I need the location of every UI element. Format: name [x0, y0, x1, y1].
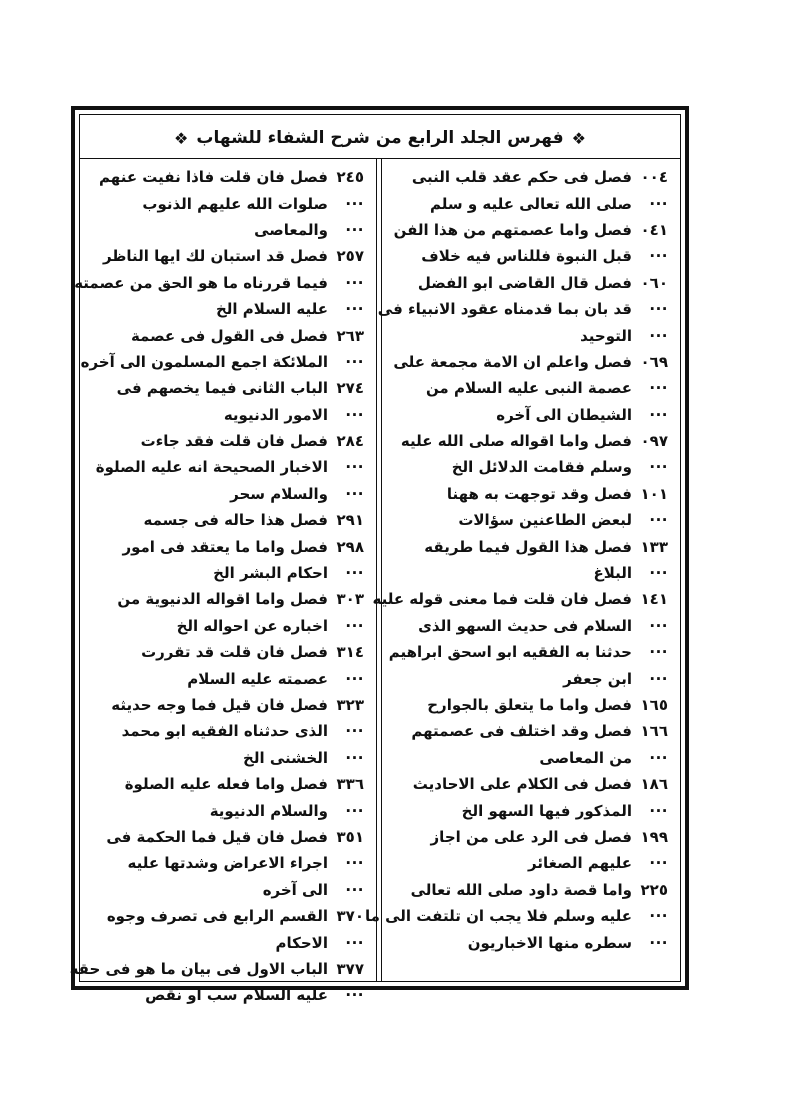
index-entry	[398, 270, 668, 296]
page-number: ···	[649, 458, 668, 477]
index-entry	[398, 322, 668, 348]
ornament-icon: ❖	[571, 128, 586, 148]
index-entry	[94, 507, 364, 533]
page-number: ٢٩٨	[336, 537, 364, 556]
page-number: ٢٩١	[336, 511, 364, 530]
entry-title: فصل وقد اختلف فى عصمتهم	[411, 722, 632, 741]
entry-title: فصل فان قلت قد تقررت	[141, 643, 328, 662]
column-divider-left	[376, 158, 377, 982]
index-entry	[94, 850, 364, 876]
entry-title: فصل واما اقواله الدنيوية من	[117, 590, 328, 609]
page-number: ٣٠٣	[336, 590, 364, 609]
entry-title: فصل فان قلت فاذا نفيت عنهم	[99, 168, 328, 187]
index-entry	[94, 164, 364, 190]
index-entry	[398, 745, 668, 771]
entry-title: صلوات الله عليهم الذنوب	[142, 194, 328, 213]
page-number: ···	[345, 300, 364, 319]
entry-title: فصل فان قلت فقد جاءت	[140, 432, 328, 451]
index-entry	[377, 296, 668, 322]
entry-title: فصل فان قيل فما وجه حديثه	[111, 696, 328, 714]
page-number: ٣٣٦	[336, 775, 364, 794]
page-number: ٠٩٧	[640, 432, 668, 451]
entry-title: فصل قال القاضى ابو الفضل	[417, 273, 632, 292]
index-entry	[94, 771, 364, 797]
entry-title: احكام البشر الخ	[213, 564, 328, 583]
entry-title: اخباره عن احواله الخ	[176, 616, 328, 635]
index-entry	[94, 586, 364, 612]
index-entry	[94, 481, 364, 507]
page-number: ٣١٤	[336, 643, 364, 662]
page-number: ···	[649, 616, 668, 635]
page-number: ···	[649, 907, 668, 926]
entry-title: الامور الدنيويه	[223, 405, 328, 424]
index-entry	[398, 507, 668, 533]
page-number: ···	[649, 379, 668, 398]
index-entry	[94, 243, 364, 269]
entry-title: عصمته عليه السلام	[187, 669, 328, 688]
index-entry	[398, 771, 668, 797]
page-number: ···	[649, 194, 668, 213]
page-number: ···	[649, 300, 668, 319]
index-entry	[94, 428, 364, 454]
entry-title: البلاغ	[593, 564, 632, 583]
page-number: ٠٤١	[640, 220, 668, 239]
entry-title: فصل واما فعله عليه الصلوة	[124, 775, 328, 794]
index-entry	[94, 375, 364, 401]
page-number: ···	[649, 247, 668, 266]
page-number: ٣٧٠	[336, 907, 364, 926]
entry-title: عليهم الصغائر	[528, 854, 632, 873]
entry-title: فصل فى القول فى عصمة	[130, 326, 328, 345]
page-number: ١٦٦	[640, 722, 668, 741]
index-title	[79, 118, 681, 158]
page-number: ١٠١	[640, 484, 668, 503]
page-number: ···	[649, 801, 668, 820]
entry-title: فيما قررناه ما هو الحق من عصمته	[74, 273, 328, 292]
page-number: ٠٠٤	[640, 168, 668, 187]
page-number: ١٩٩	[640, 827, 668, 846]
page-number: ٣٥١	[336, 827, 364, 846]
index-entry	[94, 877, 364, 903]
page-number: ٠٦٠	[640, 273, 668, 292]
column-divider-right	[381, 158, 382, 982]
page-number: ···	[345, 933, 364, 952]
index-column-right	[364, 164, 668, 956]
page-number: ···	[345, 405, 364, 424]
page-number: ···	[649, 405, 668, 424]
page-number: ٢٤٥	[336, 168, 364, 187]
page-number: ···	[345, 722, 364, 741]
index-entry	[398, 190, 668, 216]
entry-title: الاخبار الصحيحة انه عليه الصلوة	[95, 458, 328, 477]
entry-title: قبل النبوة فللناس فيه خلاف	[421, 247, 632, 266]
page-number: ···	[345, 352, 364, 371]
index-entry	[94, 929, 364, 955]
index-entry	[398, 665, 668, 691]
index-entry	[94, 903, 364, 929]
entry-title: الاحكام	[275, 933, 328, 952]
index-entry	[94, 613, 364, 639]
page-number: ٠٦٩	[640, 352, 668, 371]
page-number: ···	[649, 854, 668, 873]
entry-title: والسلام الدنيوية	[209, 801, 328, 820]
index-entry	[94, 745, 364, 771]
entry-title: عليه وسلم فلا يجب ان تلتفت الى ما	[364, 907, 632, 926]
entry-title: فصل فان قلت فما معنى قوله عليه	[372, 590, 632, 609]
index-entry	[94, 454, 364, 480]
entry-title: فصل هذا القول فيما طريقه	[424, 537, 632, 556]
index-entry	[74, 270, 364, 296]
index-entry	[94, 824, 364, 850]
index-entry	[398, 560, 668, 586]
page-number: ١٨٦	[640, 775, 668, 794]
index-entry	[94, 797, 364, 823]
page-number: ···	[649, 748, 668, 767]
page-number: ٢٦٣	[336, 326, 364, 345]
page-number: ···	[649, 511, 668, 530]
page-number: ···	[345, 220, 364, 239]
index-entry	[398, 243, 668, 269]
index-entry	[94, 296, 364, 322]
page-number: ١٤١	[640, 590, 668, 609]
page-number: ١٣٣	[640, 537, 668, 556]
page-number: ···	[345, 748, 364, 767]
page-number: ···	[345, 854, 364, 873]
entry-title: عليه السلام سب او نقص	[145, 986, 328, 1005]
index-title-text: فهرس الجلد الرابع من شرح الشفاء للشهاب	[196, 128, 564, 148]
page-number: ٢٢٥	[640, 880, 668, 899]
entry-title: السلام فى حديث السهو الذى	[418, 616, 632, 635]
index-entry	[398, 692, 668, 718]
page-number: ٢٨٤	[336, 432, 364, 451]
page-number: ٣٢٣	[336, 696, 364, 714]
entry-title: فصل واما عصمتهم من هذا الفن	[393, 220, 632, 239]
entry-title: حدثنا به الفقيه ابو اسحق ابراهيم	[388, 643, 632, 662]
entry-title: فصل قد استبان لك ايها الناظر	[102, 247, 328, 266]
entry-title: اجراء الاعراض وشدتها عليه	[127, 854, 328, 873]
page-number: ···	[649, 326, 668, 345]
entry-title: والسلام سحر	[230, 484, 328, 503]
index-entry	[398, 533, 668, 559]
index-entry	[94, 718, 364, 744]
page-number: ···	[649, 669, 668, 688]
entry-title: الملائكة اجمع المسلمون الى آخره	[80, 352, 328, 371]
entry-title: فصل واما ما يتعلق بالجوارح	[427, 696, 632, 714]
index-entry	[364, 903, 668, 929]
index-entry	[94, 665, 364, 691]
page-number: ···	[345, 458, 364, 477]
entry-title: من المعاصى	[539, 748, 632, 767]
entry-title: عليه السلام الخ	[215, 300, 328, 319]
index-entry	[69, 956, 364, 982]
entry-title: فصل واما ما يعتقد فى امور	[122, 537, 328, 556]
index-entry	[398, 481, 668, 507]
entry-title: الخشنى الخ	[243, 748, 328, 767]
index-entry	[398, 375, 668, 401]
entry-title: ابن جعفر	[563, 669, 632, 688]
entry-title: المذكور فيها السهو الخ	[461, 801, 632, 820]
entry-title: الباب الثانى فيما يخصهم فى	[116, 379, 328, 398]
entry-title: وسلم فقامت الدلائل الخ	[451, 458, 632, 477]
index-entry	[388, 639, 668, 665]
index-entry	[398, 850, 668, 876]
index-entry	[94, 217, 364, 243]
header-divider	[79, 158, 681, 159]
index-entry	[393, 349, 668, 375]
page-number: ···	[649, 933, 668, 952]
index-entry	[94, 322, 364, 348]
index-entry	[94, 190, 364, 216]
entry-title: والمعاصى	[254, 220, 328, 239]
index-entry	[398, 929, 668, 955]
entry-title: التوحيد	[580, 326, 632, 345]
index-entry	[94, 402, 364, 428]
page-number: ···	[345, 564, 364, 583]
entry-title: الشيطان الى آخره	[496, 405, 632, 424]
page-number: ٣٧٧	[336, 959, 364, 978]
index-entry	[94, 982, 364, 1008]
index-entry	[398, 718, 668, 744]
index-entry	[398, 797, 668, 823]
entry-title: فصل فى حكم عقد قلب النبى	[411, 168, 632, 187]
page-number: ···	[345, 669, 364, 688]
ornament-icon: ❖	[174, 128, 189, 148]
entry-title: لبعض الطاعنين سؤالات	[458, 511, 632, 530]
entry-title: القسم الرابع فى تصرف وجوه	[106, 907, 328, 926]
page-number: ···	[345, 986, 364, 1005]
index-entry	[372, 586, 668, 612]
index-entry	[398, 824, 668, 850]
index-entry	[94, 692, 364, 718]
page-number: ···	[649, 564, 668, 583]
entry-title: فصل وقد توجهت به ههنا	[446, 484, 632, 503]
index-entry	[398, 428, 668, 454]
index-entry	[94, 560, 364, 586]
index-entry	[80, 349, 364, 375]
entry-title: عصمة النبى عليه السلام من	[425, 379, 632, 398]
entry-title: قد بان بما قدمناه عقود الانبياء فى	[377, 300, 632, 319]
index-entry	[398, 402, 668, 428]
entry-title: فصل فان قيل فما الحكمة فى	[106, 827, 328, 846]
entry-title: واما قصة داود صلى الله تعالى	[410, 880, 632, 899]
page-number: ١٦٥	[640, 696, 668, 714]
entry-title: صلى الله تعالى عليه و سلم	[430, 194, 632, 213]
entry-title: الذى حدثناه الفقيه ابو محمد	[121, 722, 328, 741]
page-number: ٢٥٧	[336, 247, 364, 266]
page-number: ···	[345, 616, 364, 635]
page-number: ···	[345, 273, 364, 292]
page-number: ···	[345, 484, 364, 503]
index-entry	[94, 639, 364, 665]
entry-title: فصل واعلم ان الامة مجمعة على	[393, 352, 632, 371]
page-number: ٢٧٤	[336, 379, 364, 398]
index-entry	[94, 533, 364, 559]
index-column-left	[69, 164, 364, 1009]
entry-title: فصل فى الكلام على الاحاديث	[412, 775, 632, 794]
page-number: ···	[345, 880, 364, 899]
page-number: ···	[345, 194, 364, 213]
page-number: ···	[649, 643, 668, 662]
index-entry	[398, 613, 668, 639]
index-entry	[398, 454, 668, 480]
entry-title: فصل فى الرد على من اجاز	[430, 827, 632, 846]
page-number: ···	[345, 801, 364, 820]
entry-title: الباب الاول فى بيان ما هو فى حقه	[69, 959, 328, 978]
index-entry	[398, 164, 668, 190]
index-entry	[393, 217, 668, 243]
index-entry	[398, 877, 668, 903]
entry-title: فصل واما اقواله صلى الله عليه	[400, 432, 632, 451]
entry-title: فصل هذا حاله فى جسمه	[143, 511, 328, 530]
entry-title: سطره منها الاخباريون	[467, 933, 632, 952]
entry-title: الى آخره	[262, 880, 328, 899]
